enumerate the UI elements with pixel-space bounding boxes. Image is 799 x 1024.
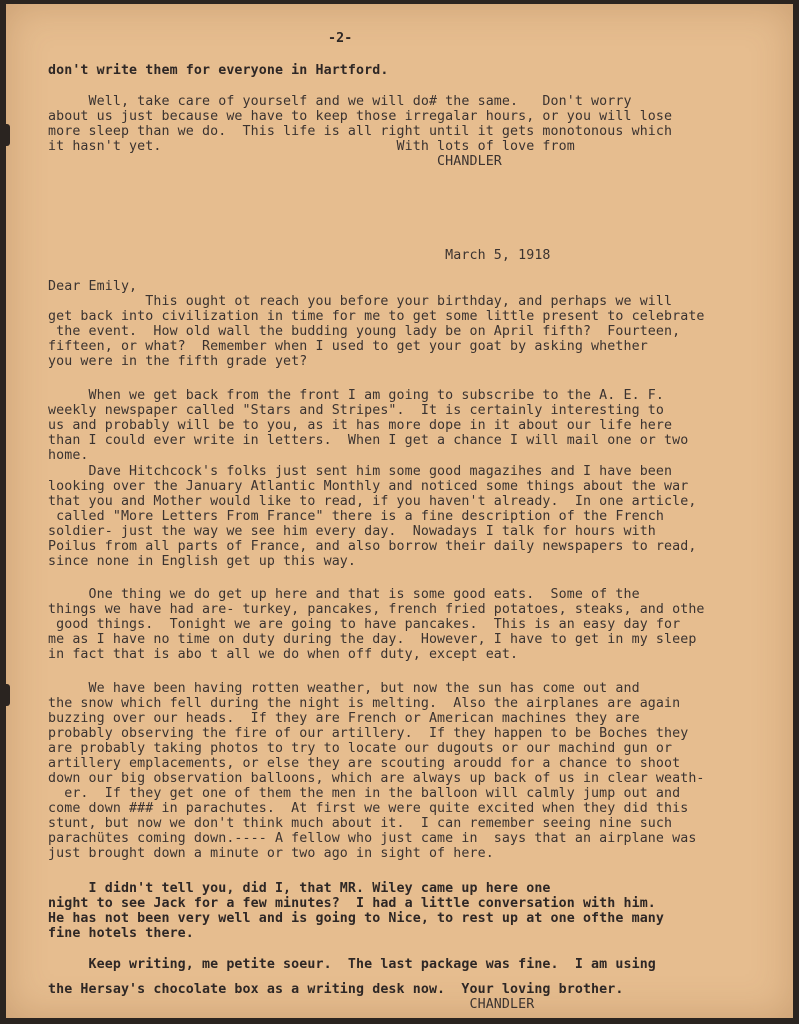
- text-line: don't write them for everyone in Hartford.: [48, 63, 389, 78]
- salutation: Dear Emily,: [48, 279, 138, 294]
- text-line: home.: [48, 448, 89, 463]
- text-line: soldier- just the way we see him every day. Nowadays I talk for hours with: [48, 524, 656, 539]
- text-line: the event. How old wall the budding young lady be on April fifth? Fourteen,: [48, 324, 681, 339]
- text-line: down our big observation balloons, which are always up back of us in clear weath-: [48, 771, 705, 786]
- text-line: called "More Letters From France" there is a fine description of the French: [48, 509, 665, 524]
- text-line: probably observing the fire of our artillery. If they happen to be Boches they: [48, 726, 689, 741]
- text-line: artillery emplacements, or else they are scouting aroudd for a chance to shoot: [48, 756, 681, 771]
- text-line: things we have had are- turkey, pancakes, french fried potatoes, steaks, and othe: [48, 602, 705, 617]
- text-line: the snow which fell during the night is melting. Also the airplanes are again: [48, 696, 681, 711]
- text-line: us and probably will be to you, as it has more dope in it about our life here: [48, 418, 673, 433]
- text-line: in fact that is abo t all we do when off duty, except eat.: [48, 647, 519, 662]
- text-line: Keep writing, me petite soeur. The last package was fine. I am using: [48, 957, 656, 972]
- text-line: that you and Mother would like to read, if you haven't already. In one article,: [48, 494, 697, 509]
- text-line: looking over the January Atlantic Monthly and noticed some things about the war: [48, 479, 689, 494]
- text-line: We have been having rotten weather, but now the sun has come out and: [48, 681, 640, 696]
- text-line: fine hotels there.: [48, 926, 194, 941]
- text-line: it hasn't yet. With lots of love from: [48, 139, 575, 154]
- text-line: parachütes coming down.---- A fellow who just came in says that an airplane was: [48, 831, 697, 846]
- text-line: are probably taking photos to try to locate our dugouts or our machind gun or: [48, 741, 673, 756]
- text-line: night to see Jack for a few minutes? I had a little conversation with him.: [48, 896, 656, 911]
- text-line: than I could ever write in letters. When I get a chance I will mail one or two: [48, 433, 689, 448]
- text-line: since none in English get up this way.: [48, 554, 357, 569]
- text-line: When we get back from the front I am going to subscribe to the A. E. F.: [48, 388, 665, 403]
- text-line: One thing we do get up here and that is some good eats. Some of the: [48, 587, 640, 602]
- text-line: er. If they get one of them the men in the balloon will calmly jump out and: [48, 786, 681, 801]
- text-line: me as I have no time on duty during the day. However, I have to get in my sleep: [48, 632, 697, 647]
- text-line: Dave Hitchcock's folks just sent him some good magazihes and I have been: [48, 464, 673, 479]
- text-line: buzzing over our heads. If they are French or American machines they are: [48, 711, 640, 726]
- text-line: come down ### in parachutes. At first we were quite excited when they did this: [48, 801, 689, 816]
- text-line: weekly newspaper called "Stars and Stripes". It is certainly interesting to: [48, 403, 665, 418]
- text-line: He has not been very well and is going to Nice, to rest up at one ofthe many: [48, 911, 665, 926]
- text-line: more sleep than we do. This life is all right until it gets monotonous which: [48, 124, 673, 139]
- punch-hole: [6, 124, 10, 146]
- letter-page: [6, 4, 793, 1018]
- date-line: March 5, 1918: [48, 248, 551, 263]
- page-number: -2-: [328, 31, 353, 46]
- text-line: just brought down a minute or two ago in sight of here.: [48, 846, 494, 861]
- text-line: good things. Tonight we are going to have pancakes. This is an easy day for: [48, 617, 681, 632]
- punch-hole: [6, 684, 10, 706]
- text-line: stunt, but now we don't think much about it. I can remember seeing nine such: [48, 816, 673, 831]
- signature-line: CHANDLER: [48, 997, 535, 1012]
- text-line: you were in the fifth grade yet?: [48, 354, 308, 369]
- text-line: fifteen, or what? Remember when I used to get your goat by asking whether: [48, 339, 648, 354]
- text-line: the Hersay's chocolate box as a writing desk now. Your loving brother.: [48, 982, 624, 997]
- text-line: I didn't tell you, did I, that MR. Wiley came up here one: [48, 881, 551, 896]
- signature-line: CHANDLER: [48, 154, 502, 169]
- text-line: This ought ot reach you before your birthday, and perhaps we will: [48, 294, 673, 309]
- text-line: get back into civilization in time for me to get some little present to celebrate: [48, 309, 705, 324]
- text-line: about us just because we have to keep those irregalar hours, or you will lose: [48, 109, 673, 124]
- text-line: Well, take care of yourself and we will do# the same. Don't worry: [48, 94, 632, 109]
- text-line: Poilus from all parts of France, and also borrow their daily newspapers to read,: [48, 539, 697, 554]
